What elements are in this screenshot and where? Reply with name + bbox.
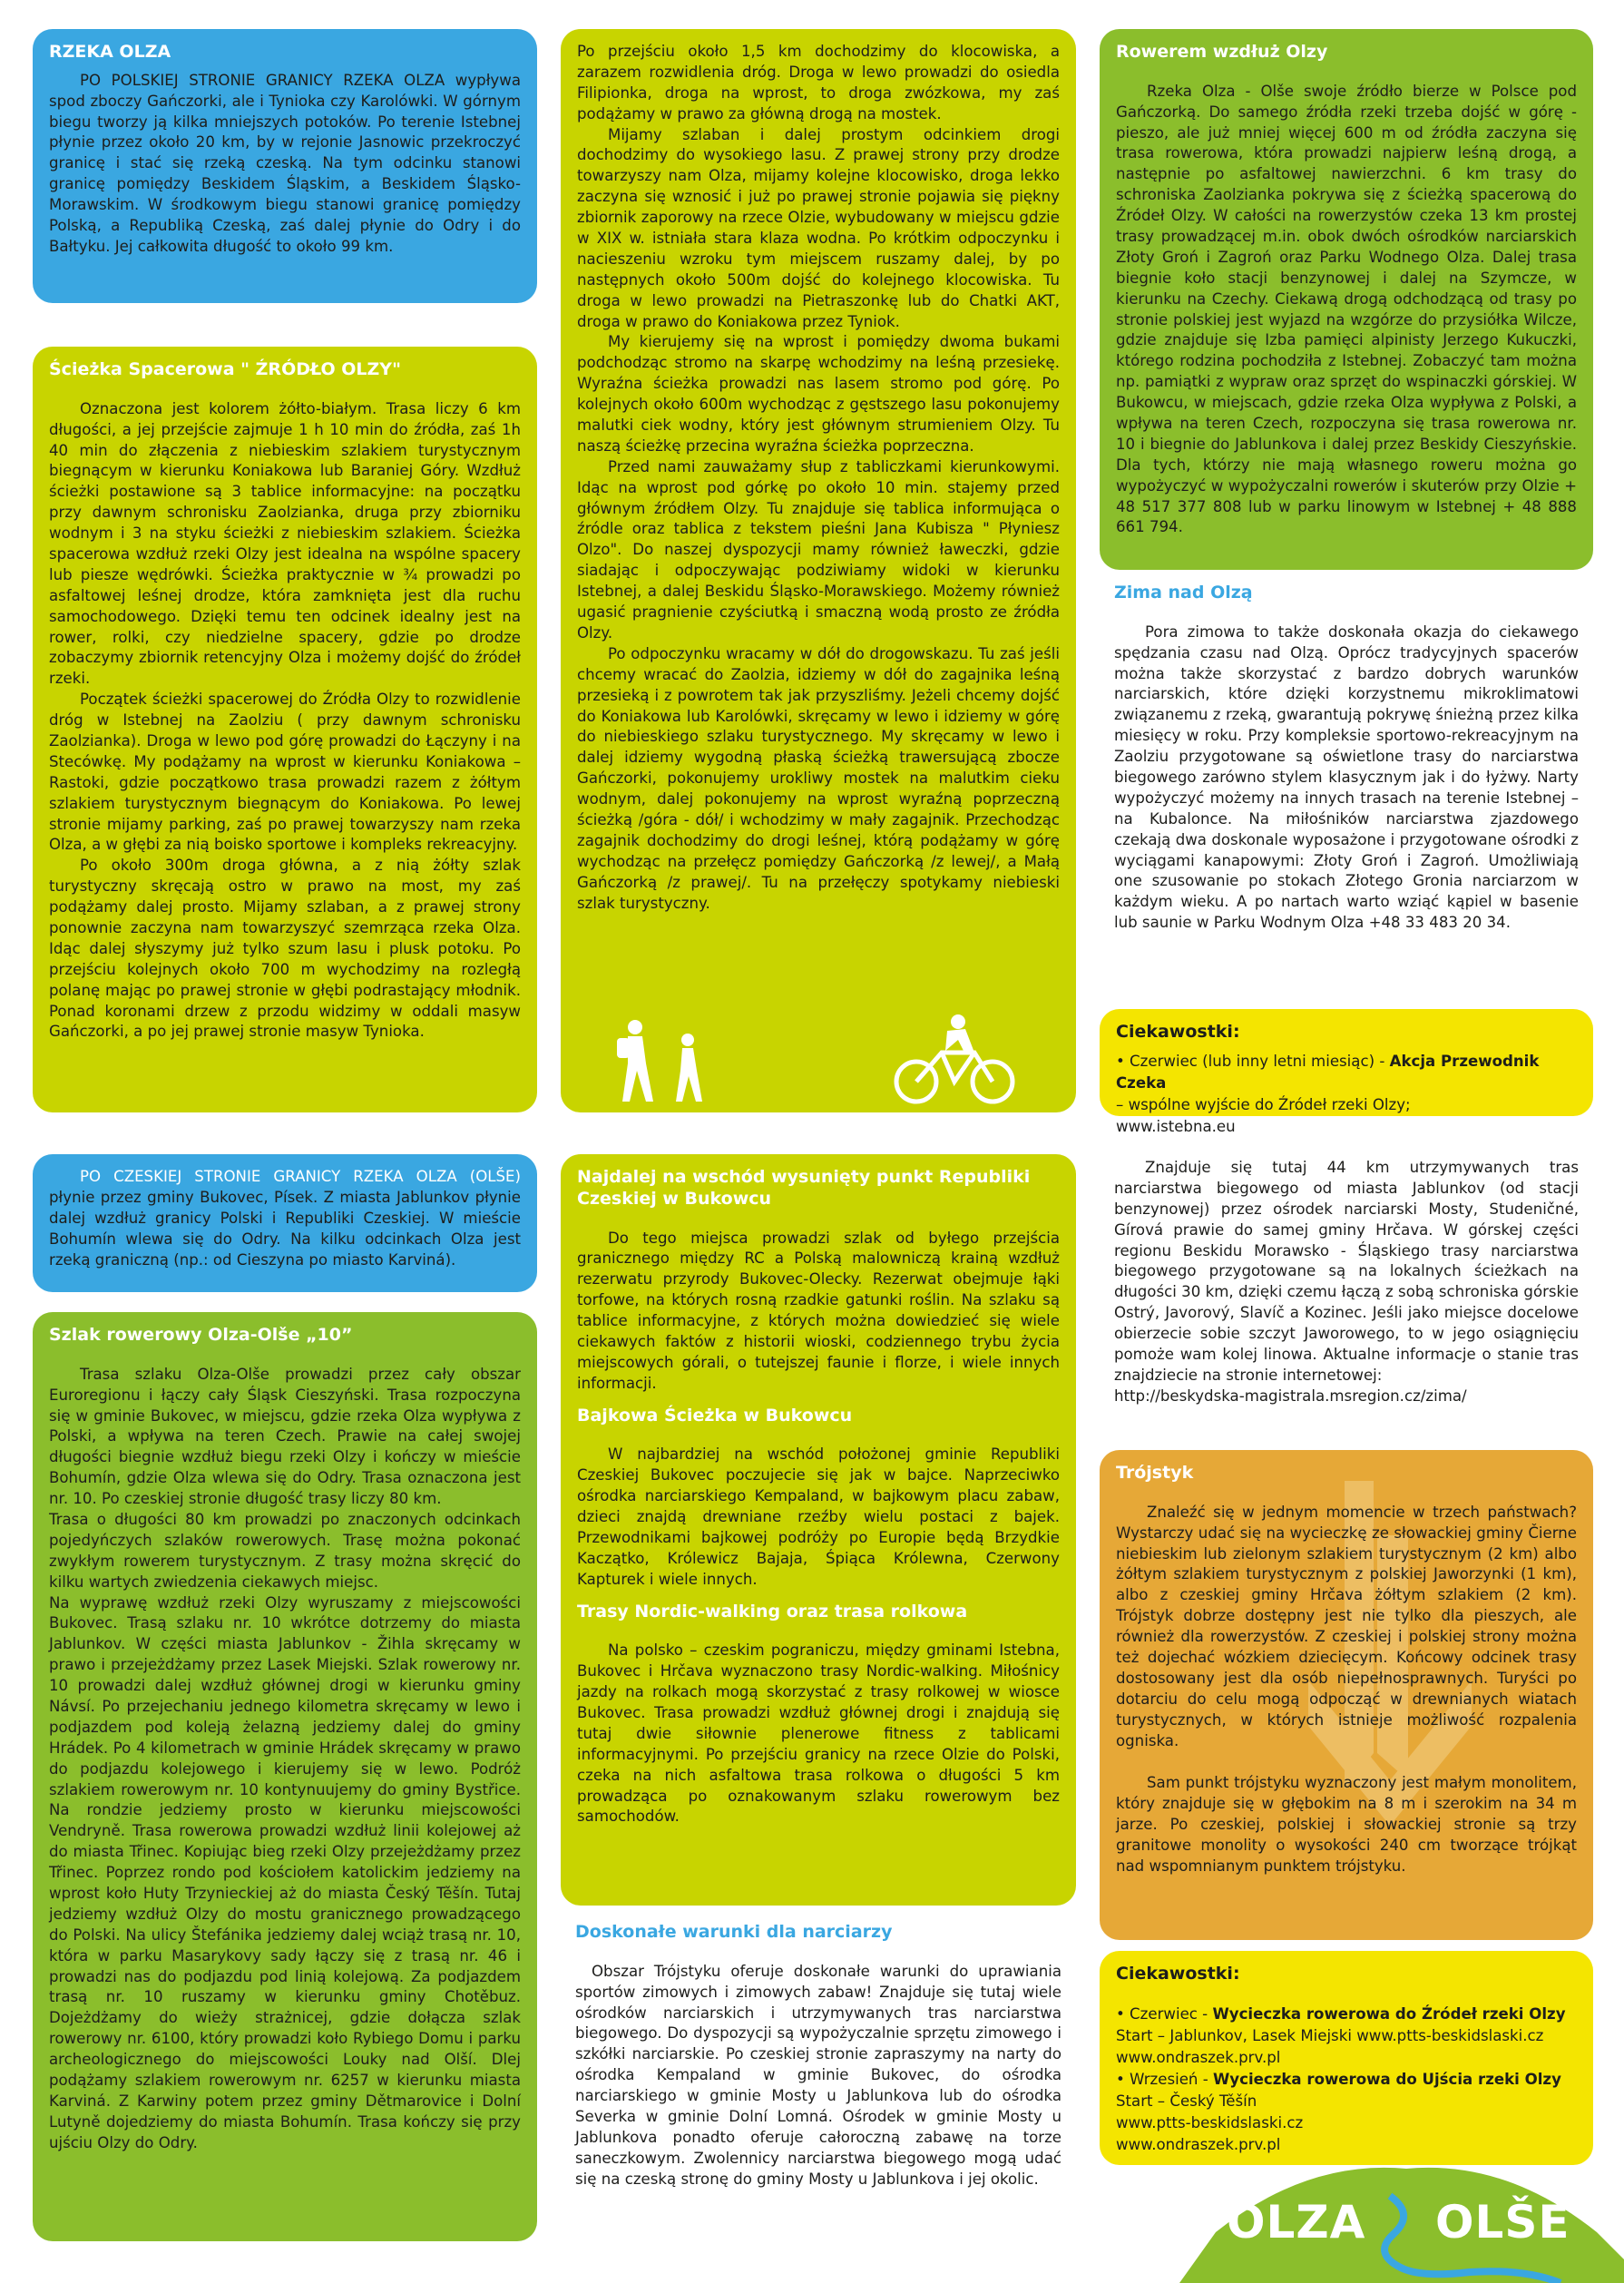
bajkowa-text: W najbardziej na wschód położonej gminie Republiki Czeskiej Bukovec poczujecie się jak w bajce. Naprzeciwko ośrodka narciarskiego Kempaland, w bajkowym placu zabaw, dzieci znajdą drewniane rzeźby wielu postaci z bajek. Przewodnikami bajkowej podróży po Europie będą Brzydkie Kaczątko, Królewicz Bajaja, Śpiąca Królewna, Czerwony Kapturek i wiele innych.: [577, 1445, 1060, 1588]
col2-p5: Po odpoczynku wracamy w dół do drogowskazu. Tu zaś jeśli chcemy wracać do Zaolzia, idziemy w dół do zagajnika leśną przesieką i z powrotem tak jak przyszliśmy. Jeżeli chcemy dojść do Koniakowa lub Karolówki, skręcamy w lewo i idziemy w górę do niebieskiego szlaku turystycznego. My skręcamy w lewo i dalej idziemy wygodną płaską ścieżką trawersującą zbocze Gańczorki, pokonujemy urokliwy mostek na malutkim cieku wodnym, dalej pokonujemy na wprost wyraźną poprzeczną ścieżką /góra - dół/ i wchodzimy w mały zagajnik. Przechodząc zagajnik dochodzimy do drogi leśnej, którą podążamy w górę wychodząc na przełęcz pomiędzy Gańczorką /z lewej/, a Małą Gańczorką /z prawej/. Tu na przełęczy spotykamy niebieski szlak turystyczny.: [577, 644, 1060, 912]
bukovec-box: [561, 1154, 1076, 1906]
rzeka-olza-box: [33, 29, 537, 303]
trasy-url[interactable]: http://beskydska-magistrala.msregion.cz/zima/: [1114, 1386, 1467, 1405]
sciezka-p3: Po około 300m droga główna, a z nią żółty szlak turystyczny skręcają ostro w prawo na most, my zaś podążamy dalej prosto. Mijamy szlaban, a z prawej strony ponownie zaczyna nam towarzyszyć szemrząca rzeka Olza. Idąc dalej słyszymy już tylko szum lasu i plusk potoku. Po przejściu kolejnych około 700 m wychodzimy na rozległą polanę mając po prawej stronie w głębi podrastający młodnik. Ponad koronami drzew z przodu widzimy w oddali masyw Gańczorki, a po jej prawej stronie masyw Tynioka.: [49, 857, 521, 1041]
sciezka-spacerowa-title: Ścieżka Spacerowa " ŹRÓDŁO OLZY": [49, 359, 401, 379]
bajkowa-title: Bajkowa Ścieżka w Bukowcu: [577, 1405, 853, 1426]
szlak-p1: Trasa szlaku Olza-Olše prowadzi przez cały obszar Euroregionu i łączy cały Śląsk Cieszyński. Trasa rozpoczyna się w gminie Bukovec, w miejscu, gdzie rzeka Olza wypływa z Polski, a wpływa na teren Czech. Prawie na całej swojej długości biegnie wzdłuż biegu rzeki Olzy i kończy w mieście Bohumín, gdzie Olza wlewa się do Odry. Trasa oznaczona jest nr. 10. Po czeskiej stronie długość trasy liczy 80 km.: [49, 1365, 521, 1508]
ciek1-event-name: Akcja Przewodnik Czeka: [1116, 1052, 1540, 1092]
ciekawostki-1-title: Ciekawostki:: [1116, 1022, 1240, 1042]
sciezka-spacerowa-box: [33, 347, 537, 1112]
logo-text-olza: OLZA: [1227, 2196, 1366, 2249]
szlak-p3: Na wyprawę wzdłuż rzeki Olzy wyruszamy z miejscowości Bukovec. Trasą szlaku nr. 10 wkrótce dotrzemy do miasta Jablunkov. W części miasta Jablunkov - Žihla skręcamy w prawo i przejeżdżamy przez Lasek Miejski. Szlak rowerowy nr. 10 prowadzi dalej wzdłuż głównej drogi w kierunku gminy Návsí. Po przejechaniu jednego kilometra skręcamy w lewo i podjazdem pod koleją żelazną jedziemy dalej do gminy Hrádek. Po 4 kilometrach w gminie Hrádek skręcamy w prawo do podjazdu kolejowego i kierujemy się w lewo. Podróż szlakiem rowerowym nr. 10 kontynuujemy do gminy Bystřice. Na rondzie jedziemy prosto w kierunku miejscowości Vendryně. Trasa rowerowa prowadzi wzdłuż linii kolejowej aż do miasta Třinec. Kopiując bieg rzeki Olzy przejeżdżamy przez Třinec. Poprzez rondo pod kościołem katolickim jedziemy na wprost koło Huty Trzynieckiej aż do miasta Český Těšín. Tutaj jedziemy wzdłuż Olzy do mostu granicznego prowadzącego do Polski. Na ulicy Štefánika jedziemy dalej wciąż trasą nr. 10, która w parku Masarykovy sady łączy się z trasą nr. 46 i prowadzi nas do podjazdu pod linią kolejową. Za podjazdem trasą nr. 10 ruszamy w kierunku gminy Chotěbuz. Dojeżdżamy do wieży strażnicej, gdzie dołącza szlak rowerowy nr. 6100, który prowadzi koło Rybiego Domu i parku archeologicznego do miejscowości Louky nad Olší. Dlej podążamy szlakiem rowerowym nr. 6257 w kierunku miasta Karviná. Z Karwiny potem przez gminy Dětmarovice i Dolní Lutyně dojedziemy do miasta Bohumín. Trasa kończy się przy ujściu Olzy do Odry.: [49, 1593, 521, 2151]
ciekawostki-1-link[interactable]: www.istebna.eu: [1116, 1117, 1236, 1135]
rowerem-title: Rowerem wzdłuż Olzy: [1116, 42, 1328, 62]
olza-olse-logo: [1179, 2160, 1624, 2283]
rowerem-box: [1100, 29, 1593, 570]
col2-p3: My kierujemy się na wprost i pomiędzy dwoma bukami podchodząc stromo na skarpę wchodzimy na leśną przesiekę. Wyraźna ścieżka prowadzi nas lasem stromo pod górę. Po kolejnych około 600m wychodząc z gęstszego lasu pokonujemy malutki ciek wodny, który jest głównym strumieniem Olzy. Tu naszą ścieżkę przecina wyraźna ścieżka poprzeczna.: [577, 333, 1060, 455]
ciek2-item1-start: Start – Jablunkov, Lasek Miejski www.ptts-beskidslaski.cz: [1116, 2026, 1544, 2044]
sciezka-p2: Początek ścieżki spacerowej do Źródła Olzy to rozwidlenie dróg w Istebnej na Zaolziu ( przy dawnym schronisku Zaolzianka). Droga w lewo pod górę prowadzi do Łączyny i na Stecówkę. My podążamy na wprost w kierunku Koniakowa – Rastoki, gdzie początkowo trasa prowadzi razem z żółtym szlakiem turystycznym biegnącym do Koniakowa. Po lewej stronie mijamy parking, zaś po prawej towarzyszy nam rzeka Olza, a w głębi za nią boisko sportowe i kompleks rekreacyjny.: [49, 691, 521, 854]
trojstyk-p1: Znaleźć się w jednym momencie w trzech państwach? Wystarczy udać się na wycieczkę ze słowackiej gminy Čierne niebieskim lub zielonym szlakiem turystycznym (2 km) albo żółtym szlakiem turystycznym z polskiej Jaworzynki (1 km), albo z czeskiej gminy Hrčava żółtym szlakiem (2 km). Trójstyk dobrze dostępny jest nie tylko dla pieszych, ale również dla rowerzystów. Z czeskiej i polskiej strony można też dojechać wózkiem dziecięcym. Końcowy odcinek trasy dostosowany jest dla osób niepełnosprawnych. Turyści po dotarciu do celu mogą odpocząć w drewnianych wiatach turystycznych, w których istnieje możliwość rozpalenia ogniska.: [1116, 1503, 1577, 1749]
ciek2-item2: [1116, 2069, 1577, 2091]
czeska-strona-body: płynie przez gminy Bukovec, Písek. Z miasta Jablunkov płynie dalej wzdłuż granicy Polski i Republiki Czeskiej. W mieście Bohumín wlewa się do Odry. Na kilku odcinkach Olza jest rzeką graniczną (np.: od Cieszyna po miasto Karviná).: [49, 1188, 521, 1269]
ciek2-item2-link1[interactable]: www.ptts-beskidslaski.cz: [1116, 2113, 1304, 2131]
logo-text-olse: OLŠE: [1435, 2196, 1570, 2249]
zima-title: Zima nad Olzą: [1114, 583, 1253, 603]
trojstyk-p2: Sam punkt trójstyku wyznaczony jest małym monolitem, który znajduje się w głębokim na 8 m i szerokim na 34 m jarze. Po czeskiej, polskiej i słowackiej stronie są trzy granitowe monolity o wysokości 240 cm tworzące trójkąt nad wspomnianym punktem trójstyku.: [1116, 1774, 1577, 1875]
czeska-strona-lead: PO CZESKIEJ STRONIE GRANICY RZEKA OLZA (OLŠE): [80, 1168, 521, 1185]
rowerem-text: Rzeka Olza - Olše swoje źródło bierze w Polsce pod Gańczorką. Do samego źródła rzeki trzeba dojść w górę - pieszo, ale już mniej więcej 600 m od źródła zaczyna się trasa rowerowa, która prowadzi najpierw leśną drogą, a następnie po asfaltowej nawierzchni. 6 km trasy do schroniska Zaolzianka pokrywa się z ścieżką spacerową do Źródeł Olzy. W całości na rowerzystów czeka 13 km prostej trasy prowadzącej m.in. obok dwóch ośrodków narciarskich Złoty Groń i Zagroń oraz Parku Wodnego Olza. Dalej trasa biegnie koło stacji benzynowej i dalej na Szymcze, w kierunku na Czechy. Ciekawą drogą odchodzącą od trasy po stronie polskiej jest wyjazd na wzgórze do przysiółka Wilcze, gdzie znajduje się Izba pamięci alpinisty Jerzego Kukuczki, którego rodzina pochodziła z Istebnej. Zobaczyć tam można np. pamiątki z wypraw oraz sprzęt do wspinaczki górskiej. W Bukowcu, w miejscach, gdzie rzeka Olza wypływa z Polski, a wpływa na teren Czech, rozpoczyna się trasa rowerowa nr. 10 i biegnie do Jablunkova i dalej przez Beskidy Cieszyńskie. Dla tych, którzy nie mają własnego roweru można go wypożyczyć w wypożyczalni rowerów i skuterów przy Olzie + 48 517 377 808 lub w parku linowym w Istebnej + 48 888 661 794.: [1116, 82, 1577, 536]
rzeka-olza-text: [49, 71, 521, 258]
ciek2-item1-link[interactable]: www.ondraszek.prv.pl: [1116, 2048, 1281, 2066]
col2-p4: Przed nami zauważamy słup z tabliczkami kierunkowymi. Idąc na wprost pod górkę po około 10 min. stajemy przed głównym źródłem Olzy. Tu znajduje się tablica informująca o źródle oraz tablica z tekstem pieśni Jana Kubisza " Płyniesz Olzo". Do naszej dyspozycji mamy również ławeczki, gdzie siadając i odpoczywając podziwiamy widoki w kierunku Istebnej, a dalej Beskidu Śląsko-Morawskiego. Możemy również ugasić pragnienie czyściutką i smaczną wodą prosto ze źródła Olzy.: [577, 457, 1060, 642]
ciek2-item2-prefix: • Wrzesień -: [1116, 2070, 1213, 2088]
szlak-rowerowy-title: Szlak rowerowy Olza-Olše „10”: [49, 1325, 353, 1345]
trojstyk-box: [1100, 1450, 1593, 1940]
ciek1-line1-prefix: • Czerwiec (lub inny letni miesiąc) -: [1116, 1052, 1390, 1070]
nordic-title: Trasy Nordic-walking oraz trasa rolkowa: [577, 1601, 968, 1622]
czeska-strona-text: [49, 1167, 521, 1270]
ciekawostki-1-box: [1100, 1009, 1593, 1135]
rzeka-olza-body: wypływa spod zboczy Gańczorki, ale i Tynioka czy Karolówki. W górnym biegu tworzy ją kilka mniejszych potoków. Po terenie Istebnej płynie przez około 20 km, by w rejonie Jasnowic przekroczyć granicę i stać się rzeką czeską. Na tym odcinku stanowi granicę pomiędzy Beskidem Śląskim, a Beskidem Śląsko-Morawskim. W środkowym biegu stanowi granicę pomiędzy Polską, a Republiką Czeską, zaś dalej płynie do Odry i do Bałtyku. Jej całkowita długość to około 99 km.: [49, 71, 521, 255]
ciek2-item2-event: Wycieczka rowerowa do Ujścia rzeki Olzy: [1212, 2070, 1561, 2088]
ciekawostki-1-line1: [1116, 1051, 1577, 1094]
narciarze-title: Doskonałe warunki dla narciarzy: [575, 1922, 893, 1942]
ciekawostki-2-box: [1100, 1951, 1593, 2165]
bukovec-text: Do tego miejsca prowadzi szlak od byłego przejścia granicznego między RC a Polską malowniczą krainą wzdłuż rezerwatu przyrody Bukovec-Olecky. Rezerwat obejmuje łąki torfowe, na których rosną rzadkie gatunki roślin. Na szlaku są tablice informacyjne, z których można dowiedzieć się wiele ciekawych faktów z historii wioski, codziennego trybu życia miejscowych górali, o tutejszej faunie i florze, i wiele innych informacji.: [577, 1229, 1060, 1392]
trasy-text: Znajduje się tutaj 44 km utrzymywanych tras narciarstwa biegowego od miasta Jablunkov (od stacji benzynowej) przez ośrodek narciarski Mosty, Studeničné, Gírová prawie do samej gminy Hrčava. W górskej części regionu Beskidu Morawsko - Śląskiego trasy narciarstwa biegowego przygotowane są na lokalnych ścieżkach na długości 30 km, dzięki czemu łączą z sobą schroniska górskie Ostrý, Javorový, Slavíč a Kozinec. Jeśli jako miejsce docelowe obierzecie sobie szczyt Jaworowego, to w jego osiągnięciu pomoże wam kolej linowa. Aktualne informacje o stanie tras znajdziecie na stronie internetowej:: [1114, 1159, 1579, 1384]
col2-p1: Po przejściu około 1,5 km dochodzimy do klocowiska, a zarazem rozwidlenia dróg. Droga w lewo prowadzi do osiedla Filipionka, droga na wprost, to droga zwózkowa, my zaś podążamy w prawo za główną drogą na mostek.: [577, 43, 1060, 122]
hikers-icon: [601, 1018, 728, 1105]
sciezka-p1: Oznaczona jest kolorem żółto-białym. Trasa liczy 6 km długości, a jej przejście zajmuje 1 h 10 min do źródła, zaś 1h 40 min do złączenia z niebieskim szlakiem turystycznym biegnącym w kierunku Koniakowa lub Baraniej Góry. Wzdłuż ścieżki postawione są 3 tablice informacyjne: na początku przy dawnym schronisku Zaolzianka, druga przy zbiorniku wodnym i 3 na styku ścieżki z niebieskim szlakiem. Ścieżka spacerowa wzdłuż rzeki Olzy jest idealna na wspólne spacery lub piesze wędrówki. Ścieżka praktycznie w ¾ prowadzi po asfaltowej leśnej drodze, która zamknięta jest dla ruchu samochodowego. Dzięki temu ten odcinek idealny jest na rower, rolki, czy niedzielne spacery, gdzie po drodze zobaczymy zbiornik retencyjny Olza i możemy dojść do źródeł rzeki.: [49, 399, 521, 688]
ciek2-item1: [1116, 2004, 1577, 2025]
narciarze-section: [561, 1918, 1076, 2263]
narciarze-text: Obszar Trójstyku oferuje doskonałe warunki do uprawiania sportów zimowych i zimowych zabaw! Znajduje się tutaj wiele ośrodków narciarskich i utrzymywanych tras narciarstwa biegowego. Do dyspozycji są wypożyczalnie sprzętu zimowego i szkółki narciarskie. Po czeskiej stronie zapraszymy na narty do ośrodka Kempaland w gminie Bukovec, do ośrodka narciarskiego w gminie Mosty u Jablunkova lub do ośrodka Severka w gminie Dolní Lomná. Ośrodek w gminie Mosty u Jablunkova ponadto oferuje całoroczną zabawę na torze saneczkowym. Zwolennicy narciarstwa biegowego mogą udać się na czeską stronę do gminy Mosty u Jablunkova i jej okolic.: [575, 1962, 1061, 2188]
szlak-p2: Trasa o długości 80 km prowadzi po znaczonych odcinkach pojedyńczych szlaków rowerowych. Trasę można pokonać zwykłym rowerem turystycznym. Z trasy można skręcić do kilku wartych zwiedzenia ciekawych miejsc.: [49, 1510, 521, 1591]
szlak-rowerowy-box: [33, 1312, 537, 2241]
nordic-text: Na polsko – czeskim pograniczu, między gminami Istebna, Bukovec i Hrčava wyznaczono trasy Nordic-walking. Miłośnicy jazdy na rolkach mogą skorzystać z trasy rolkowej w wiosce Bukovec. Trasa prowadzi wzdłuż głównej drogi i znajdują się tutaj dwie siłownie plenerowe fitness z tablicami informacyjnymi. Po przejściu granicy na rzece Olzie do Polski, czeka na nich asfaltowa trasa rolkowa o długości 5 km prowadząca po oznakowanym szlaku rowerowym bez samochodów.: [577, 1641, 1060, 1826]
bukovec-title: Najdalej na wschód wysunięty punkt Republiki Czeskiej w Bukowcu: [577, 1167, 1031, 1209]
ciek2-item2-link2[interactable]: www.ondraszek.prv.pl: [1116, 2136, 1281, 2154]
ciekawostki-2-title: Ciekawostki:: [1116, 1964, 1240, 1984]
czeska-strona-box: [33, 1154, 537, 1292]
col2-p2: Mijamy szlaban i dalej prostym odcinkiem drogi dochodzimy do wysokiego lasu. Z prawej strony przy drodze towarzyszy nam Olza, mijamy kolejne klocowisko, droga lekko zaczyna się wznosić i już po prawej stronie pojawia się piękny zbiornik zaporowy na rzece Olzie, wybudowany w miejscu gdzie w XIX w. istniała stara klaza wodna. Po krótkim odpoczynku i nacieszeniu wzroku tym miejscem ruszamy dalej, by po następnych około 500m dojść do kolejnego klocowiska. Tu droga w lewo prowadzi na Pietraszonkę lub do Chatki AKT, droga w prawo do Koniakowa przez Tyniok.: [577, 125, 1060, 330]
zima-section: [1100, 579, 1593, 996]
rzeka-olza-title: RZEKA OLZA: [49, 42, 171, 62]
rzeka-olza-lead: PO POLSKIEJ STRONIE GRANICY RZEKA OLZA: [80, 71, 445, 89]
trojstyk-title: Trójstyk: [1116, 1463, 1194, 1483]
ciek2-item2-start: Start – Český Těšín: [1116, 2092, 1257, 2110]
ciek2-item1-prefix: • Czerwiec -: [1116, 2004, 1213, 2023]
ciek2-item1-event: Wycieczka rowerowa do Źródeł rzeki Olzy: [1212, 2004, 1566, 2023]
zima-text: Pora zimowa to także doskonała okazja do ciekawego spędzania czasu nad Olzą. Oprócz tradycyjnych spacerów można także skorzystać z bardzo dobrych warunków narciarskich, które dzięki korzystnemu mikroklimatowi związanemu z rzeką, gwarantują pokrywę śnieżną przez kilka miesięcy w roku. Przy kompleksie sportowo-rekreacyjnym na Zaolziu przygotowane są oświetlone trasy do narciarstwa biegowego zarówno stylem klasycznym jak i do łyżwy. Narty wypożyczyć możemy na innych trasach na terenie Istebnej – na Kubalonce. Na miłośników narciarstwa zjazdowego czekają dwa doskonale wyposażone i przygotowane ośrodki z wyciągami kanapowymi: Złoty Groń i Zagroń. Umożliwiają one szusowanie po stokach Złotego Gronia narciarzom w każdym wieku. A po nartach warto wziąć kąpiel w basenie lub saunie w Parku Wodnym Olza +48 33 483 20 34.: [1114, 622, 1579, 932]
cyclist-icon: [887, 1013, 1023, 1107]
trasy-section: [1100, 1154, 1593, 1454]
sciezka-continued-box: [561, 29, 1076, 1112]
ciekawostki-1-line2: – wspólne wyjście do Źródeł rzeki Olzy;: [1116, 1095, 1411, 1113]
